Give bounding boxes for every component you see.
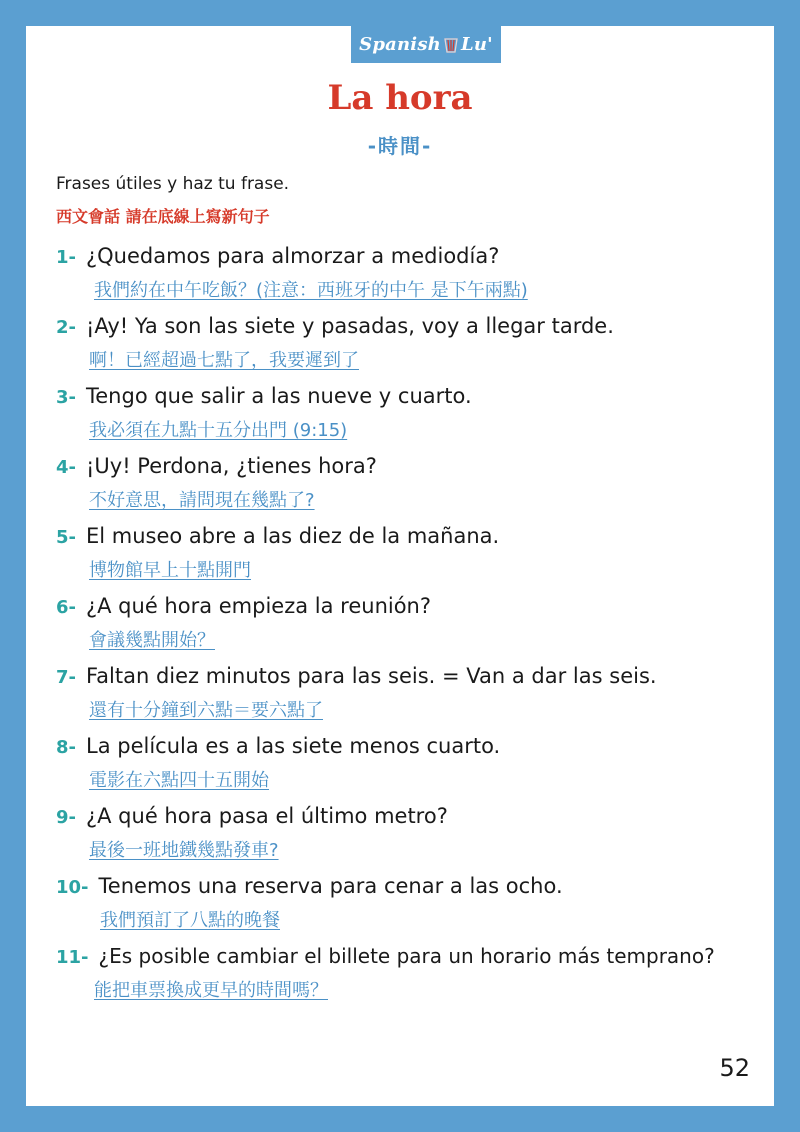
phrase-number: 4- xyxy=(56,457,76,478)
phrase-item-6 xyxy=(56,594,756,652)
intro-spanish: Frases útiles y haz tu frase. xyxy=(56,174,290,194)
phrase-spanish: Faltan diez minutos para las seis. = Van a dar las seis. xyxy=(86,664,657,688)
phrase-translation: 啊！已經超過七點了，我要遲到了 xyxy=(89,350,359,371)
phrase-number: 11- xyxy=(56,947,89,968)
phrase-number: 10- xyxy=(56,877,89,898)
phrase-number: 5- xyxy=(56,527,76,548)
page-title: La hora xyxy=(327,78,473,118)
brand-logo xyxy=(351,26,501,63)
phrase-translation: 電影在六點四十五開始 xyxy=(89,770,269,791)
page-subtitle: -時間- xyxy=(367,134,433,158)
phrase-spanish: ¿Quedamos para almorzar a mediodía? xyxy=(86,244,500,268)
phrase-number: 9- xyxy=(56,807,76,828)
phrase-spanish: La película es a las siete menos cuarto. xyxy=(86,734,501,758)
phrase-item-9 xyxy=(56,804,756,862)
phrase-item-2 xyxy=(56,314,756,372)
phrase-spanish: ¿A qué hora empieza la reunión? xyxy=(86,594,432,618)
phrase-spanish: Tengo que salir a las nueve y cuarto. xyxy=(86,384,472,408)
phrase-number: 1- xyxy=(56,247,76,268)
phrase-translation: 最後一班地鐵幾點發車? xyxy=(89,840,279,861)
phrase-translation: 我們預訂了八點的晚餐 xyxy=(100,910,280,931)
phrase-translation: 我們約在中午吃飯？(注意：西班牙的中午 是下午兩點) xyxy=(94,280,528,301)
phrase-item-11 xyxy=(56,944,756,1002)
phrase-translation: 我必須在九點十五分出門 (9:15) xyxy=(89,420,348,441)
phrase-number: 2- xyxy=(56,317,76,338)
phrase-number: 8- xyxy=(56,737,76,758)
brand-right: Lu' xyxy=(460,34,493,55)
phrase-item-8 xyxy=(56,734,756,792)
phrase-item-5 xyxy=(56,524,756,582)
phrase-spanish: El museo abre a las diez de la mañana. xyxy=(86,524,500,548)
phrase-translation: 會議幾點開始？ xyxy=(89,630,215,651)
phrase-translation: 能把車票換成更早的時間嗎？ xyxy=(94,980,328,1001)
phrase-item-3 xyxy=(56,384,756,442)
phrase-item-4 xyxy=(56,454,756,512)
phrase-number: 3- xyxy=(56,387,76,408)
phrase-item-10 xyxy=(56,874,756,932)
phrase-translation: 不好意思，請問現在幾點了? xyxy=(89,490,315,511)
phrase-item-1 xyxy=(56,244,756,302)
cup-icon xyxy=(444,37,458,53)
phrase-spanish: Tenemos una reserva para cenar a las ocho. xyxy=(98,874,563,898)
phrase-spanish: ¡Ay! Ya son las siete y pasadas, voy a llegar tarde. xyxy=(86,314,614,338)
brand-left: Spanish xyxy=(359,34,441,55)
page-number: 52 xyxy=(719,1054,750,1082)
phrase-number: 6- xyxy=(56,597,76,618)
phrase-spanish: ¿Es posible cambiar el billete para un horario más temprano? xyxy=(98,944,715,968)
page-sheet xyxy=(26,26,774,1106)
intro-chinese: 西文會話 請在底線上寫新句子 xyxy=(56,207,270,226)
phrase-spanish: ¿A qué hora pasa el último metro? xyxy=(86,804,448,828)
phrase-number: 7- xyxy=(56,667,76,688)
phrase-translation: 博物館早上十點開門 xyxy=(89,560,251,581)
phrase-item-7 xyxy=(56,664,756,722)
phrase-spanish: ¡Uy! Perdona, ¿tienes hora? xyxy=(86,454,377,478)
phrase-translation: 還有十分鐘到六點＝要六點了 xyxy=(89,700,323,721)
